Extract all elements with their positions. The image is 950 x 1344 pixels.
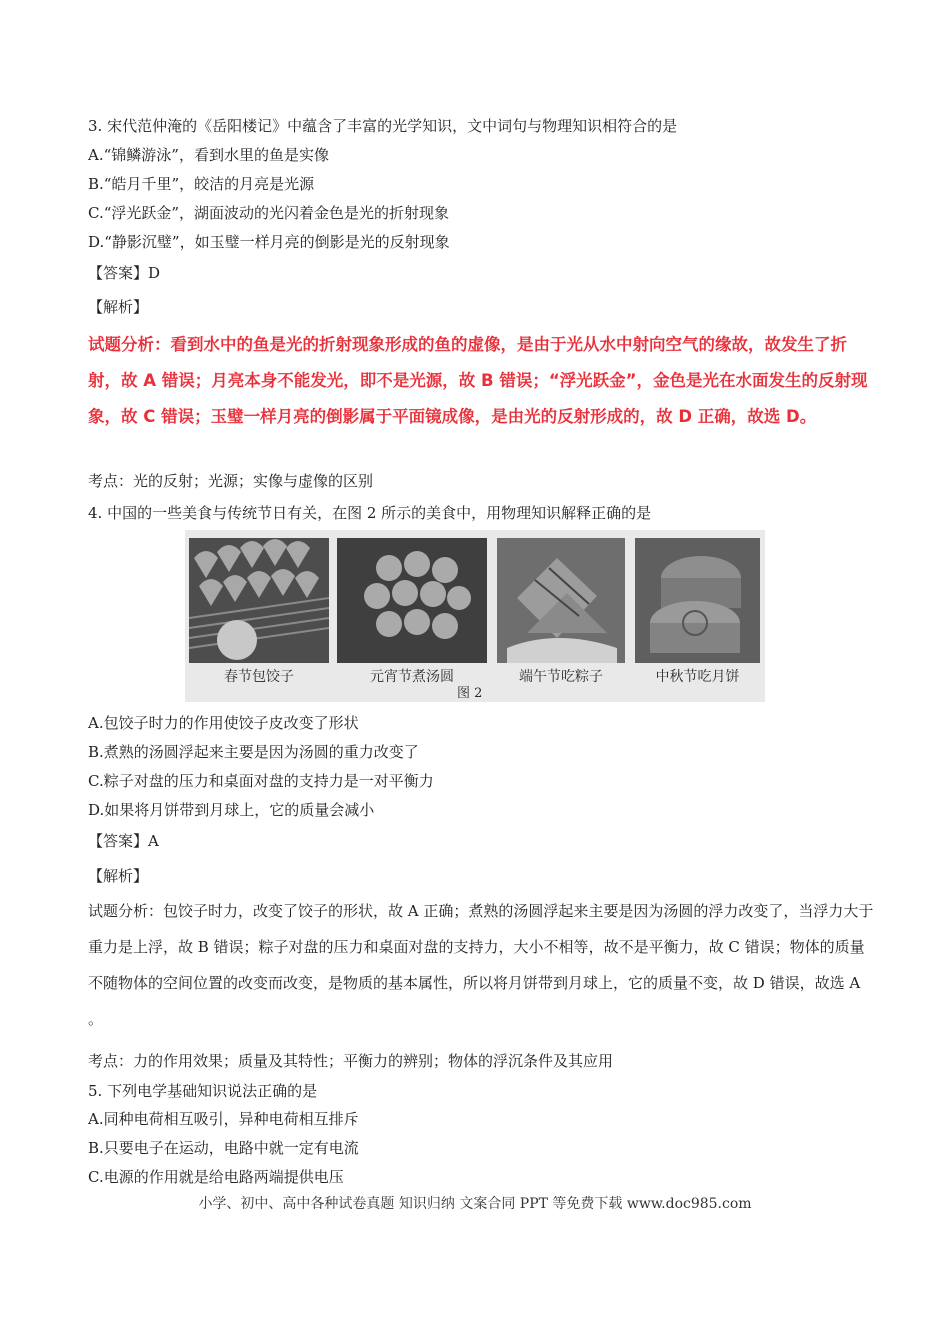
q4-key-points: 考点：力的作用效果；质量及其特性；平衡力的辨别；物体的浮沉条件及其应用 — [88, 1052, 614, 1070]
q3-option-b: B.“皓月千里”，皎洁的月亮是光源 — [88, 175, 315, 193]
q3-stem: 3. 宋代范仲淹的《岳阳楼记》中蕴含了丰富的光学知识，文中词句与物理知识相符合的是 — [88, 117, 678, 135]
q4-analysis-text: 试题分析：包饺子时力，改变了饺子的形状，故 A 正确；煮熟的汤圆浮起来主要是因为汤圆的浮力改变了，当浮力大于重力是上浮，故 B 错误；粽子对盘的压力和桌面对盘的支持力，大小不相等，故不是平衡力，故 C 错误；物体的质量不随物体的空间位置的改变而改变，是物质的基本属性，所以将月饼带到月球上，它的质量不变，故 D 错误，故选 A 。 — [88, 902, 874, 1028]
q3-option-a: A.“锦鳞游泳”，看到水里的鱼是实像 — [88, 146, 329, 164]
zongzi-photo — [497, 538, 625, 663]
figure-caption-tangyuan: 元宵节煮汤圆 — [370, 669, 454, 685]
q4-analysis-label: 【解析】 — [88, 867, 149, 885]
q3-option-d: D.“静影沉璧”，如玉璧一样月亮的倒影是光的反射现象 — [88, 233, 450, 251]
dumplings-photo — [189, 538, 329, 663]
page-footer: 小学、初中、高中各种试卷真题 知识归纳 文案合同 PPT 等免费下载 www.doc985.com — [198, 1196, 752, 1212]
figure-caption-dumplings: 春节包饺子 — [224, 669, 294, 685]
q4-option-c: C.粽子对盘的压力和桌面对盘的支持力是一对平衡力 — [88, 772, 434, 790]
q4-option-a: A.包饺子时力的作用使饺子皮改变了形状 — [88, 714, 359, 732]
q3-analysis-label: 【解析】 — [88, 298, 149, 316]
q3-option-c: C.“浮光跃金”，湖面波动的光闪着金色是光的折射现象 — [88, 204, 450, 222]
q4-option-d: D.如果将月饼带到月球上，它的质量会减小 — [88, 801, 375, 819]
q5-stem: 5. 下列电学基础知识说法正确的是 — [88, 1082, 318, 1100]
q4-answer: 【答案】A — [88, 832, 159, 850]
figure-caption-zongzi: 端午节吃粽子 — [519, 669, 603, 685]
mooncake-photo — [635, 538, 760, 663]
q5-option-b: B.只要电子在运动，电路中就一定有电流 — [88, 1139, 359, 1157]
figure-caption-mooncake: 中秋节吃月饼 — [655, 669, 740, 685]
q3-key-points: 考点：光的反射；光源；实像与虚像的区别 — [88, 472, 374, 490]
figure-label: 图 2 — [457, 686, 483, 701]
tangyuan-photo — [337, 538, 487, 663]
q4-option-b: B.煮熟的汤圆浮起来主要是因为汤圆的重力改变了 — [88, 743, 419, 761]
q4-stem: 4. 中国的一些美食与传统节日有关，在图 2 所示的美食中，用物理知识解释正确的是 — [88, 504, 652, 522]
q5-option-a: A.同种电荷相互吸引，异种电荷相互排斥 — [88, 1110, 359, 1128]
q3-answer: 【答案】D — [88, 264, 161, 282]
q4-figure — [185, 530, 765, 702]
q5-option-c: C.电源的作用就是给电路两端提供电压 — [88, 1168, 344, 1186]
q3-analysis-text: 试题分析：看到水中的鱼是光的折射现象形成的鱼的虚像，是由于光从水中射向空气的缘故，故发生了折射，故 A 错误；月亮本身不能发光，即不是光源，故 B 错误；“浮光跃金”，金色是光在水面发生的反射现象，故 C 错误；玉璧一样月亮的倒影属于平面镜成像，是由光的反射形成的，故 D 正确，故选 D。 — [88, 335, 868, 426]
